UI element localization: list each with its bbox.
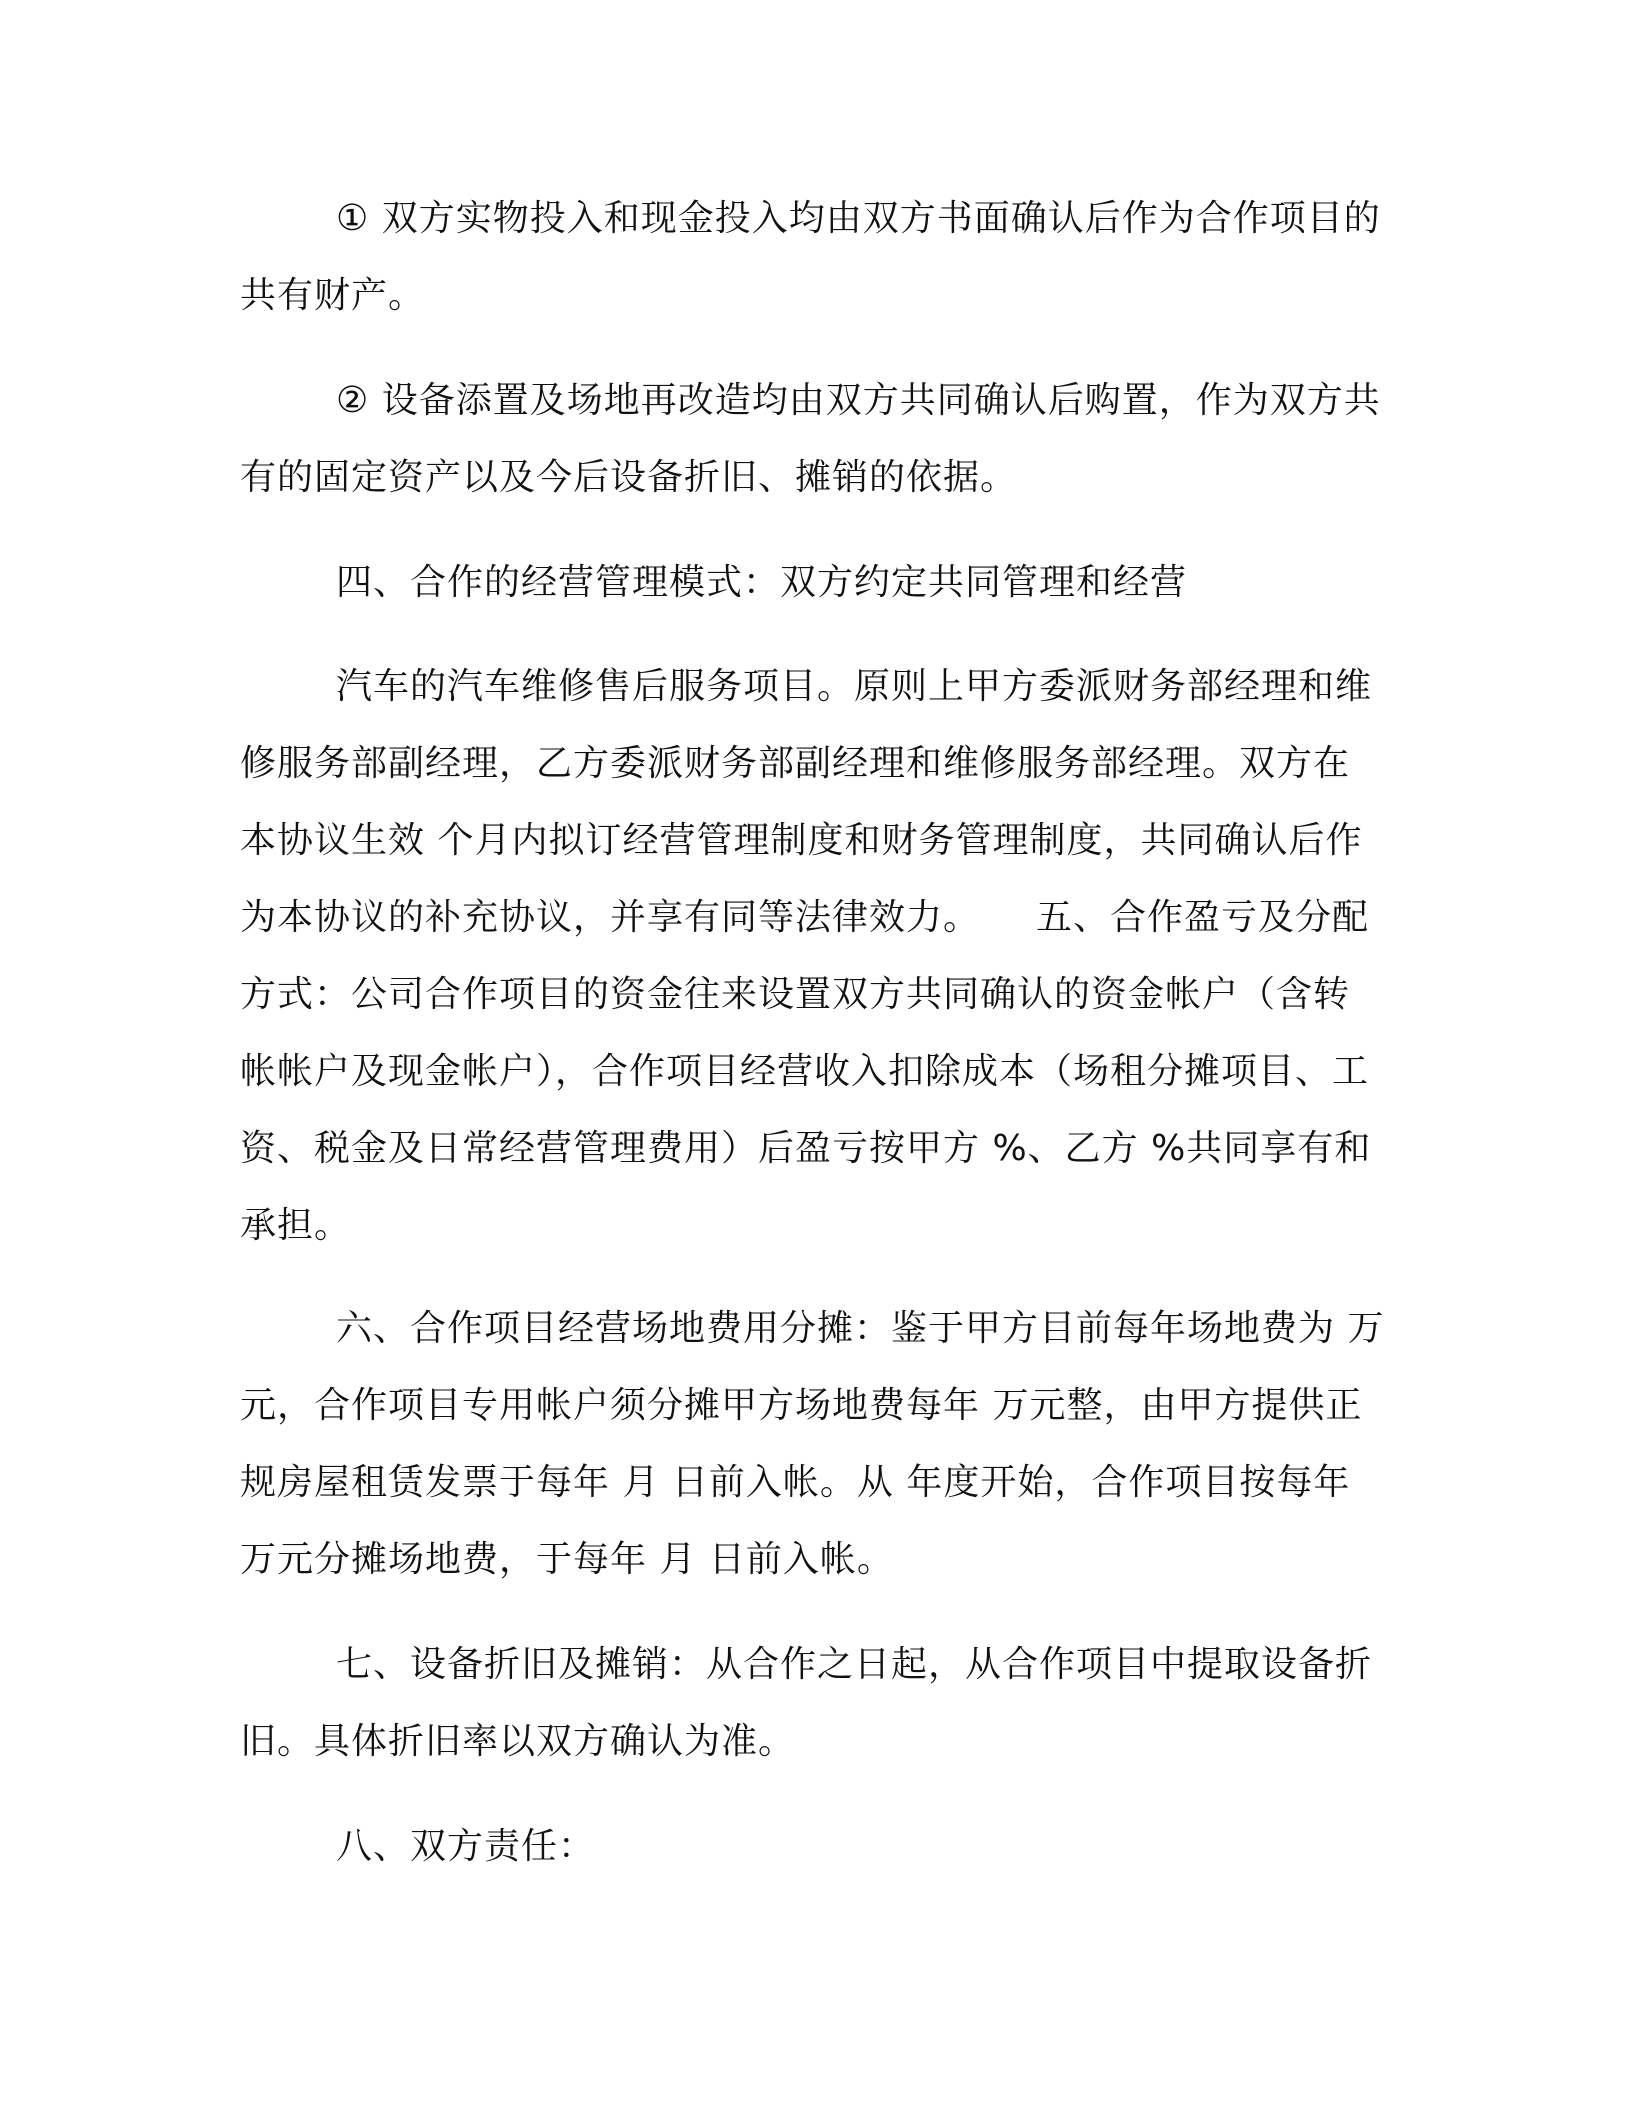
paragraph-depreciation: 七、设备折旧及摊销：从合作之日起，从合作项目中提取设备折旧。具体折旧率以双方确认为准。 bbox=[240, 1644, 1373, 1762]
paragraph-management-and-profit: 汽车的汽车维修售后服务项目。原则上甲方委派财务部经理和维修服务部副经理，乙方委派财务部副经理和维修服务部经理。双方在本协议生效 个月内拟订经营管理制度和财务管理制度，共同确认后作为本协议的补充协议，并享有同等法律效力。 五、合作盈亏及分配方式：公司合作项目的资金往来设置双方共同确认的资金帐户（含转帐帐户及现金帐户），合作项目经营收入扣除成本（场租分摊项目、工资、税金及日常经营管理费用）后盈亏按甲方 %、乙方 %共同享有和承担。 bbox=[240, 666, 1373, 1246]
section-heading-8: 八、双方责任： bbox=[336, 1826, 596, 1867]
section-heading-4: 四、合作的经营管理模式：双方约定共同管理和经营 bbox=[336, 562, 1188, 603]
paragraph-site-fee-allocation: 六、合作项目经营场地费用分摊：鉴于甲方目前每年场地费为 万元，合作项目专用帐户须分摊甲方场地费每年 万元整，由甲方提供正规房屋租赁发票于每年 月 日前入帐。从 年度开始，合作项目按每年 万元分摊场地费，于每年 月 日前入帐。 bbox=[240, 1308, 1385, 1580]
paragraph-item-1: ① 双方实物投入和现金投入均由双方书面确认后作为合作项目的共有财产。 bbox=[240, 198, 1381, 316]
paragraph-item-2: ② 设备添置及场地再改造均由双方共同确认后购置，作为双方共有的固定资产以及今后设备折旧、摊销的依据。 bbox=[240, 380, 1381, 498]
